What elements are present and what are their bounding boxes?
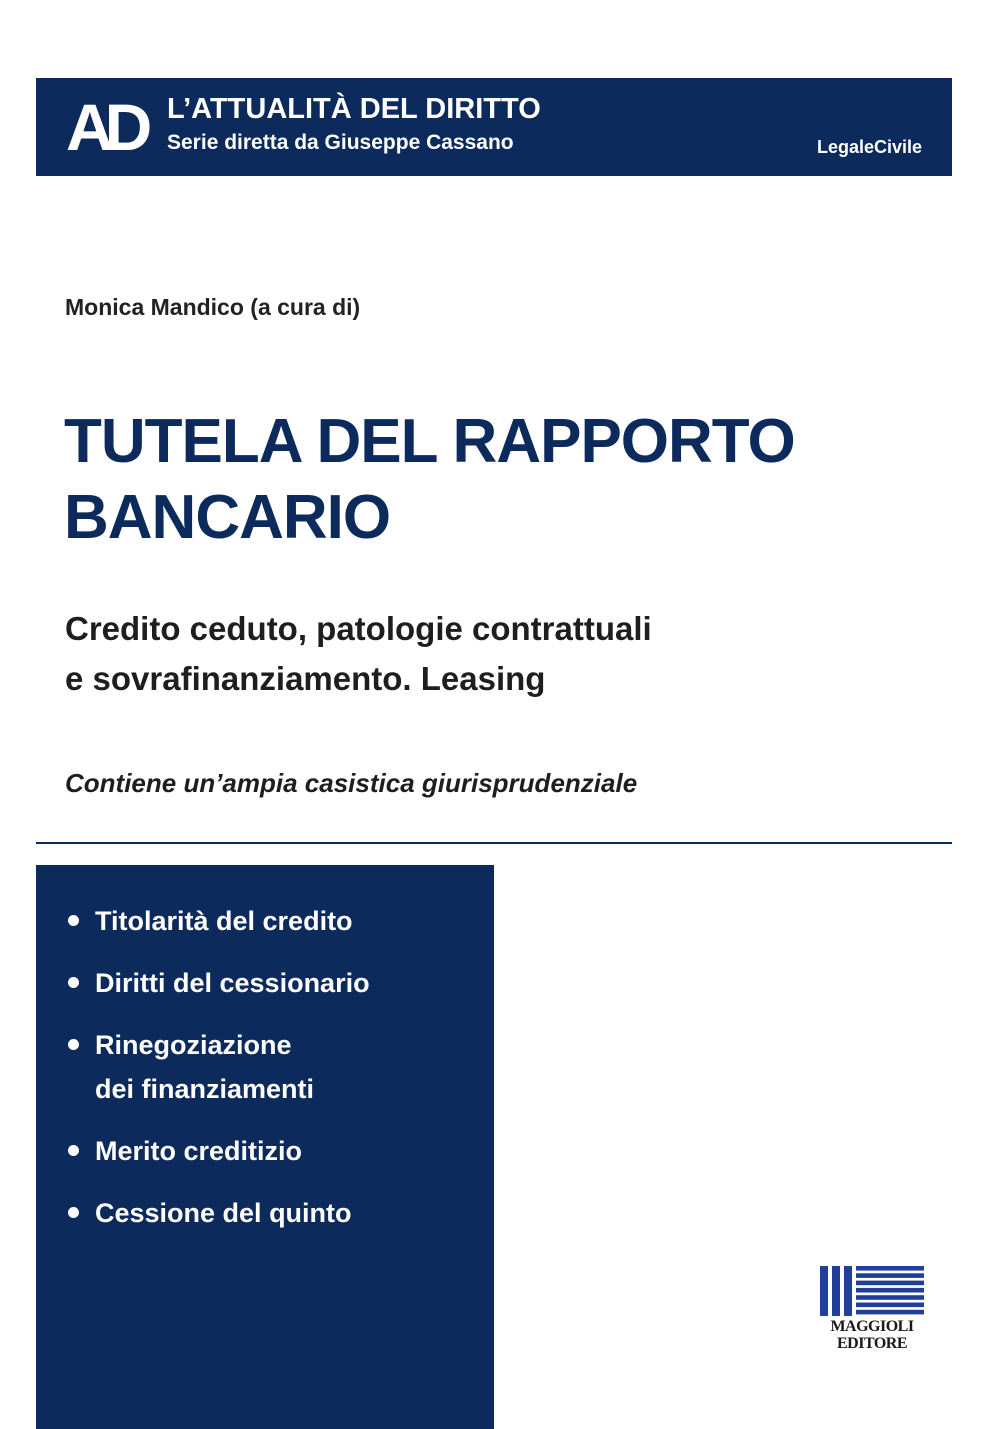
logo-stripe: [856, 1281, 924, 1286]
book-title-line: TUTELA DEL RAPPORTO: [64, 407, 795, 476]
logo-stripe: [856, 1273, 924, 1278]
topic-line: Titolarità del credito: [95, 906, 353, 936]
logo-stripe: [856, 1303, 924, 1308]
logo-stripe: [856, 1266, 924, 1271]
topic-item: [66, 899, 486, 943]
series-logo: AD: [66, 90, 144, 164]
topic-item: [66, 1023, 486, 1111]
book-subtitle: [65, 604, 945, 704]
book-title: [64, 404, 944, 556]
topic-item: [66, 1191, 486, 1235]
maggioli-logo-icon: [820, 1266, 924, 1316]
series-banner: [36, 78, 952, 176]
bullet-icon: [68, 1039, 79, 1050]
bullet-icon: [68, 1207, 79, 1218]
series-editor: Serie diretta da Giuseppe Cassano: [167, 131, 514, 154]
bullet-icon: [68, 977, 79, 988]
book-subtitle-line: e sovrafinanziamento. Leasing: [65, 660, 546, 697]
bullet-icon: [68, 1145, 79, 1156]
book-title-line: BANCARIO: [64, 483, 391, 552]
publisher: [820, 1266, 924, 1352]
topic-line: Diritti del cessionario: [95, 968, 370, 998]
topic-line: dei finanziamenti: [95, 1074, 315, 1104]
logo-bar: [820, 1266, 828, 1316]
book-tagline: Contiene un’ampia casistica giurisprudenziale: [65, 768, 638, 798]
book-author: Monica Mandico (a cura di): [65, 294, 361, 320]
topic-line: Cessione del quinto: [95, 1198, 352, 1228]
publisher-name-line: EDITORE: [836, 1335, 907, 1352]
series-title: L’ATTUALITÀ DEL DIRITTO: [167, 93, 541, 125]
topic-line: Merito creditizio: [95, 1136, 303, 1166]
series-category: LegaleCivile: [816, 137, 922, 157]
bullet-icon: [68, 915, 79, 926]
logo-bar: [832, 1266, 840, 1316]
topics-panel: [36, 865, 494, 1429]
topic-item: [66, 1129, 486, 1173]
divider: [36, 842, 952, 844]
topics-list: [66, 899, 486, 1253]
book-subtitle-line: Credito ceduto, patologie contrattuali: [65, 610, 652, 647]
topic-line: Rinegoziazione: [95, 1030, 292, 1060]
logo-stripe: [856, 1288, 924, 1293]
logo-stripe: [856, 1295, 924, 1300]
topic-item: [66, 961, 486, 1005]
logo-stripe: [856, 1310, 924, 1315]
logo-bar: [844, 1266, 852, 1316]
publisher-name-line: MAGGIOLI: [830, 1318, 914, 1335]
